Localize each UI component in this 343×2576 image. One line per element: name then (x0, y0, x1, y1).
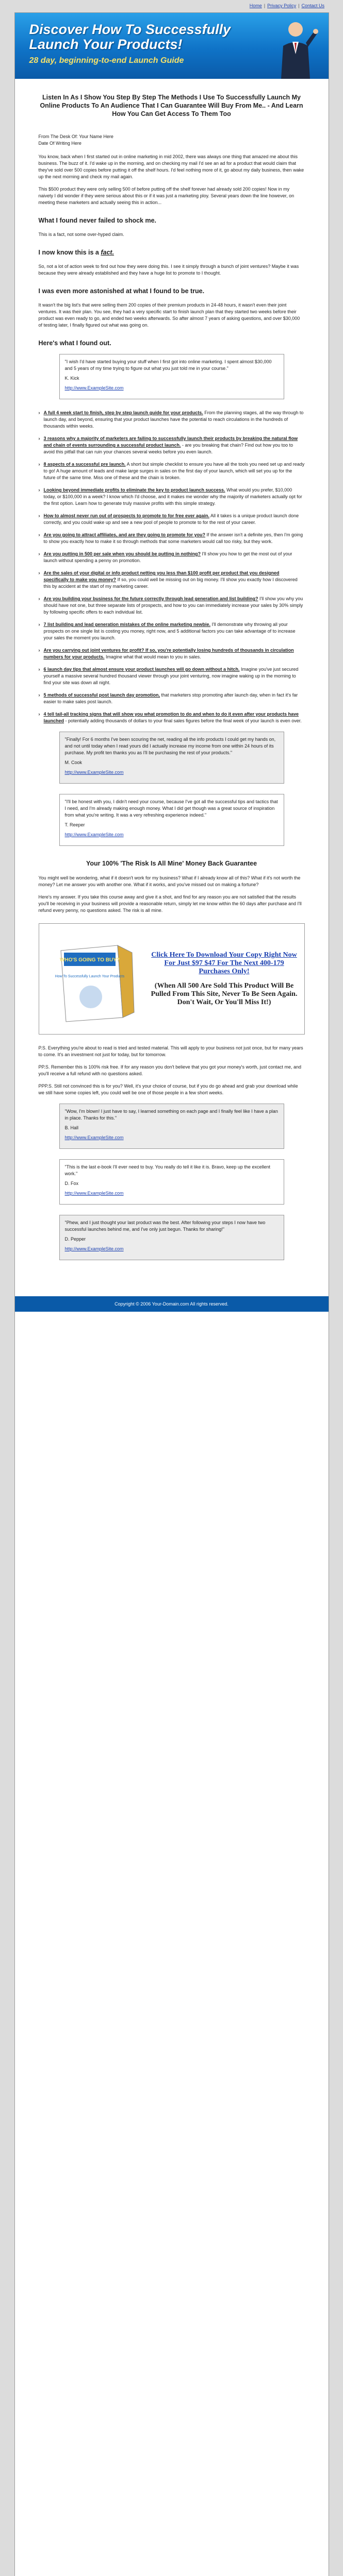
bullet-arrow-icon: › (38, 551, 40, 556)
benefit-text (44, 666, 305, 686)
testimonial-box (59, 794, 284, 846)
benefit-bold: 7 list building and lead generation mistakes of the online marketing newbie. (43, 622, 211, 627)
date-line: Date Of Writing Here (38, 141, 81, 146)
letter-meta (39, 133, 305, 147)
benefit-text (44, 435, 305, 455)
section-paragraph: This is a fact, not some over-hyped claim. (38, 232, 124, 237)
benefit-rest: Imagine what that would mean to you in sales. (104, 654, 201, 659)
benefit-bold: Are you carrying out joint ventures for profit? If so, you're potentially losing hundreds of thousands in circulation numbers for your products. (43, 648, 294, 659)
main-content (15, 79, 329, 1286)
testimonial-link[interactable]: http://www.ExampleSite.com (64, 770, 124, 775)
benefit-item (39, 435, 305, 455)
benefit-bold: 4 tell tail-all tracking signs that will show you what promotion to do and when to do it even after your products have launched (43, 711, 299, 723)
section-heading: Here's what I found out. (38, 340, 111, 347)
benefit-item (39, 596, 305, 616)
benefit-text (44, 621, 305, 641)
businessman-icon (270, 18, 319, 79)
heading-emphasis: fact. (101, 249, 115, 256)
benefit-rest: If so, you could well be missing out on big money. I'll show you exactly how I discovered this by accident at the start of my marketing career. (43, 577, 298, 589)
benefit-rest: I'll show you why you should have not one, but three separate lists of prospects, and how to you can immediately increase your sales by 30% simply by following specific offers to each individual list. (43, 596, 303, 615)
bullet-arrow-icon: › (38, 648, 40, 653)
bullet-arrow-icon: › (38, 513, 40, 518)
benefit-item (39, 711, 305, 724)
benefit-text (44, 551, 305, 564)
scarcity-note: (When All 500 Are Sold This Product Will Be Pulled From This Site, Never To Be Seen Again. Don't Wait, Or You'll Miss It!) (151, 982, 298, 1006)
privacy-link[interactable]: Privacy Policy (267, 3, 297, 8)
testimonial-author: T. Reeper (64, 822, 85, 827)
benefit-text (44, 513, 305, 526)
header-banner (15, 13, 329, 79)
product-box-icon[interactable] (45, 930, 143, 1028)
testimonial-box (59, 354, 284, 399)
guarantee-paragraph: You might well be wondering, what if it doesn't work for my business? What if I already know all of this? What if it's not worth the money? Let me answer you with another one. What if it works, and you've missed out on making a fortune? (38, 875, 301, 887)
from-line: From The Desk Of: Your Name Here (38, 134, 113, 139)
testimonial-author: B. Hall (64, 1125, 79, 1130)
benefit-bold: Are you going to attract affiliates, and are they going to promote for you? (43, 532, 206, 537)
benefit-text (44, 461, 305, 481)
benefit-text (44, 596, 305, 616)
benefit-bold: Are you building your business for the future correctly through lead generation and list building? (43, 596, 258, 601)
benefit-item (39, 513, 305, 526)
benefit-rest: What would you prefer, $10,000 today, or $100,000 in a week? I know which I'd choose, and it makes me wonder why the majority of marketers actually opt for the first option. Learn how to generate truly massive profits with this simple strategy. (43, 487, 302, 506)
benefit-item (39, 666, 305, 686)
testimonial-box (59, 1159, 284, 1205)
ps-paragraph: PPP.S. Still not convinced this is for you? Well, it's your choice of course, but if you do go ahead and grab your download while we still have some copies left, you could well be one of those people in a few short weeks. (38, 1083, 298, 1095)
benefit-text (44, 711, 305, 724)
heading-text: I now know this is a (38, 249, 101, 256)
section-paragraph: So, not a lot of action week to find out how they were doing this. I see it simply through a bunch of joint ventures? Maybe it was because they were already established and they have a huge list to promote to I thought. (38, 264, 299, 276)
benefit-rest: that marketers stop promoting after launch day, when in fact it's far easier to make sales post launch. (43, 692, 298, 704)
benefit-item (39, 621, 305, 641)
benefit-item (39, 461, 305, 481)
benefit-item (39, 647, 305, 660)
guarantee-paragraph: Here's my answer. If you take this course away and give it a shot, and find for any reason you are not satisfied that the results you'll be receiving in your business will provide a reasonable return, simply let me know within the 60 days after purchase and I'll refund every penny, no questions asked. The risk is all mine. (38, 894, 302, 913)
benefit-rest: - are you breaking that chain? Find out how you too to avoid this pitfall that can ruin your chances several weeks before you even launch. (43, 443, 293, 454)
testimonial-text: "Finally! For 6 months I've been scouring the net, reading all the info products I could get my hands on, and not until today when I read yours did I actually increase my income from one within 24 hours of its purchase. My profit ten thanks you as I'll be purchasing the rest of your products." (64, 737, 276, 755)
benefit-item (39, 487, 305, 507)
testimonial-link[interactable]: http://www.ExampleSite.com (64, 1135, 124, 1140)
section-heading (39, 249, 305, 256)
ps-paragraph: P.S. Everything you're about to read is tried and tested material. This will apply to your business not just once, but for many years to come. It's an investment not just for today, but for tomorrow. (38, 1045, 303, 1057)
testimonial-text: "This is the last e-book I'll ever need to buy. You really do tell it like it is. Bravo, keep up the excellent work." (64, 1164, 270, 1176)
testimonial-box (59, 1215, 284, 1260)
testimonial-text: "Wow, I'm blown! I just have to say, I learned something on each page and I finally feel like I have a plan in place. Thanks for this." (64, 1109, 278, 1121)
box-subtitle: How To Successfully Launch Your Products (55, 975, 124, 978)
benefit-rest: I'll demonstrate why throwing all your prospects on one single list is costing you money, right now, and 5 additional factors you can take advantage of to increase your sales the moment you launch. (43, 622, 296, 640)
testimonial-author: K. Kick (64, 376, 79, 381)
bullet-arrow-icon: › (38, 532, 40, 537)
top-navigation (0, 0, 343, 12)
benefit-bold: 6 launch day tips that almost ensure your product launches will go down without a hitch. (43, 667, 240, 672)
order-text (151, 951, 298, 1007)
intro-paragraph: You know, back when I first started out in online marketing in mid 2002, there was always one thing that amazed me about this business. The buzz of it. I'd wake up in the morning, and on checking my mail I'd see an ad for a product that would claim that they've sold over 500 copies before putting it off the shelf hours. I'd feel nothing more of it, go about my daily business, then wake up the next morning and check my mail again. (38, 154, 304, 179)
footer-copyright: Copyright © 2006 Your-Domain.com All rights reserved. (15, 1296, 329, 1312)
box-title: WHO'S GOING TO BUY? (59, 957, 120, 963)
nav-separator: | (264, 3, 266, 8)
benefit-text (44, 692, 305, 705)
benefit-bold: 8 aspects of a successful pre launch. (43, 462, 126, 467)
benefit-list (39, 410, 305, 724)
benefit-text (44, 410, 305, 430)
banner-tagline: 28 day, beginning-to-end Launch Guide (29, 56, 184, 65)
testimonial-author: D. Fox (64, 1181, 79, 1186)
bullet-arrow-icon: › (38, 436, 40, 441)
testimonial-box (59, 732, 284, 784)
section-paragraph: It wasn't the big list's that were selling them 200 copies of their premium products in 24-48 hours, it wasn't even their joint ventures. It was their plan. You see, they had a very specific start to finish launch plan that they started two weeks before their product was even ready to go, and ended two weeks afterwards. So after almost 7 years of asking questions, and over $30,000 of testing later, I finally figured out what was going on. (38, 302, 300, 328)
benefit-text (44, 532, 305, 545)
banner-title: Discover How To Successfully Launch Your Products! (29, 22, 231, 52)
home-link[interactable]: Home (249, 3, 262, 8)
section-heading: I was even more astonished at what I found to be true. (38, 287, 205, 295)
ps-paragraph: PP.S. Remember this is 100% risk free. If for any reason you don't believe that you got your money's worth, just contact me, and you'll receive a full refund with no questions asked. (38, 1064, 302, 1076)
benefit-rest: From the planning stages, all the way through to launch day, and beyond, ensuring that your product launches have the potential to reach circulations in the hundreds of thousands within weeks. (43, 410, 304, 429)
bullet-arrow-icon: › (38, 711, 40, 717)
bullet-arrow-icon: › (38, 596, 40, 601)
benefit-text (44, 487, 305, 507)
order-link[interactable]: Click Here To Download Your Copy Right Now For Just $97 $47 For The Next 400-179 Purchases Only! (151, 951, 297, 975)
page-frame (14, 12, 329, 2576)
benefit-rest: I'll show you how to get the most out of your launch without spending a penny on promotion. (43, 551, 292, 563)
benefit-rest: - potentially adding thousands of dollars to your final sales figures before the final week of your launch is even over. (64, 718, 302, 723)
section-heading: What I found never failed to shock me. (38, 217, 157, 224)
testimonial-text: "I'll be honest with you, I didn't need your course, because I've got all the successful tips and tactics that I need, and I'm already making enough money. What I did get though was a great source of inspiration from what you're writing. It was a very refreshing experience indeed." (64, 799, 278, 818)
testimonial-author: D. Pepper (64, 1236, 86, 1242)
testimonial-link[interactable]: http://www.ExampleSite.com (64, 1246, 124, 1251)
benefit-rest: A short but simple checklist to ensure you have all the tools you need set up and ready to go! A huge amount of leads and make large surges in sales on the first day of your launch, which will set you up for the future of the same time. Miss one of these and the chain is broken. (43, 462, 305, 480)
testimonial-link[interactable]: http://www.ExampleSite.com (64, 832, 124, 837)
contact-link[interactable]: Contact Us (301, 3, 324, 8)
order-box (39, 923, 305, 1035)
main-headline: Listen In As I Show You Step By Step The Methods I Use To Successfully Launch My Online Products To An Audience That I Can Guarantee Will Buy From Me.. - And Learn How You Can Get Access To Them Too (40, 94, 303, 117)
benefit-bold: A full 4 week start to finish, step by step launch guide for your products. (43, 410, 203, 415)
benefit-item (39, 692, 305, 705)
benefit-bold: How to almost never run out of prospects to promote to for free ever again. (43, 513, 210, 518)
benefit-rest: If the answer isn't a definite yes, then I'm going to show you exactly how to make it so through methods that some marketers would call too risky, but they work. (43, 532, 303, 544)
benefit-item (39, 551, 305, 564)
testimonial-author: M. Cook (64, 760, 83, 765)
benefit-bold: Looking beyond immediate profits to eliminate the key to product launch success. (43, 487, 225, 493)
benefit-bold: Are the sales of your digital or info product netting you less than $100 profit per product that you designed specifically to make you money? (43, 570, 280, 582)
nav-separator: | (298, 3, 300, 8)
benefit-item (39, 410, 305, 430)
bullet-arrow-icon: › (38, 487, 40, 493)
benefit-item (39, 570, 305, 590)
intro-paragraph: This $500 product they were only selling 500 of before putting off the shelf forever had already sold 200 copies! Now in my naivety I did wonder if they were serious about this or if it was just a marketing ploy. Several years down the line however, on meeting these marketers and actually seeing this in action... (38, 187, 295, 205)
testimonial-box (59, 1104, 284, 1149)
benefit-bold: 3 reasons why a majority of marketers are failing to successfully launch their products by breaking the natural flow and chain of events surrounding a successful product launch. (43, 436, 298, 448)
testimonial-link[interactable]: http://www.ExampleSite.com (64, 1191, 124, 1196)
benefit-rest: All it takes is a unique product launch done correctly, and you could wake up and see a new pool of people to promote to for the rest of your career. (43, 513, 299, 525)
bullet-arrow-icon: › (38, 570, 40, 575)
bullet-arrow-icon: › (38, 462, 40, 467)
benefit-rest: Imagine you've just secured yourself a massive several hundred thousand viewer through your joint venturing, now imagine waking up in the morning to find your site was down all night. (43, 667, 299, 685)
bullet-arrow-icon: › (38, 667, 40, 672)
benefit-text (44, 647, 305, 660)
benefit-bold: Are you putting in 500 per sale when you should be putting in nothing? (43, 551, 201, 556)
testimonial-text: "Phew, and I just thought your last product was the best. After following your steps I now have two successful launches behind me, and I've only just begun. Thanks for sharing!" (64, 1220, 266, 1232)
bullet-arrow-icon: › (38, 410, 40, 415)
bullet-arrow-icon: › (38, 692, 40, 698)
testimonial-link[interactable]: http://www.ExampleSite.com (64, 385, 124, 391)
benefit-item (39, 532, 305, 545)
bullet-arrow-icon: › (38, 622, 40, 627)
benefit-text (44, 570, 305, 590)
guarantee-heading: Your 100% 'The Risk Is All Mine' Money Back Guarantee (86, 860, 257, 867)
benefit-bold: 5 methods of successful post launch day promotion, (43, 692, 160, 698)
testimonial-text: "I wish I'd have started buying your stuff when I first got into online marketing. I spent almost $30,000 and 5 years of my time trying to figure out what you just told me in your course." (64, 359, 272, 371)
